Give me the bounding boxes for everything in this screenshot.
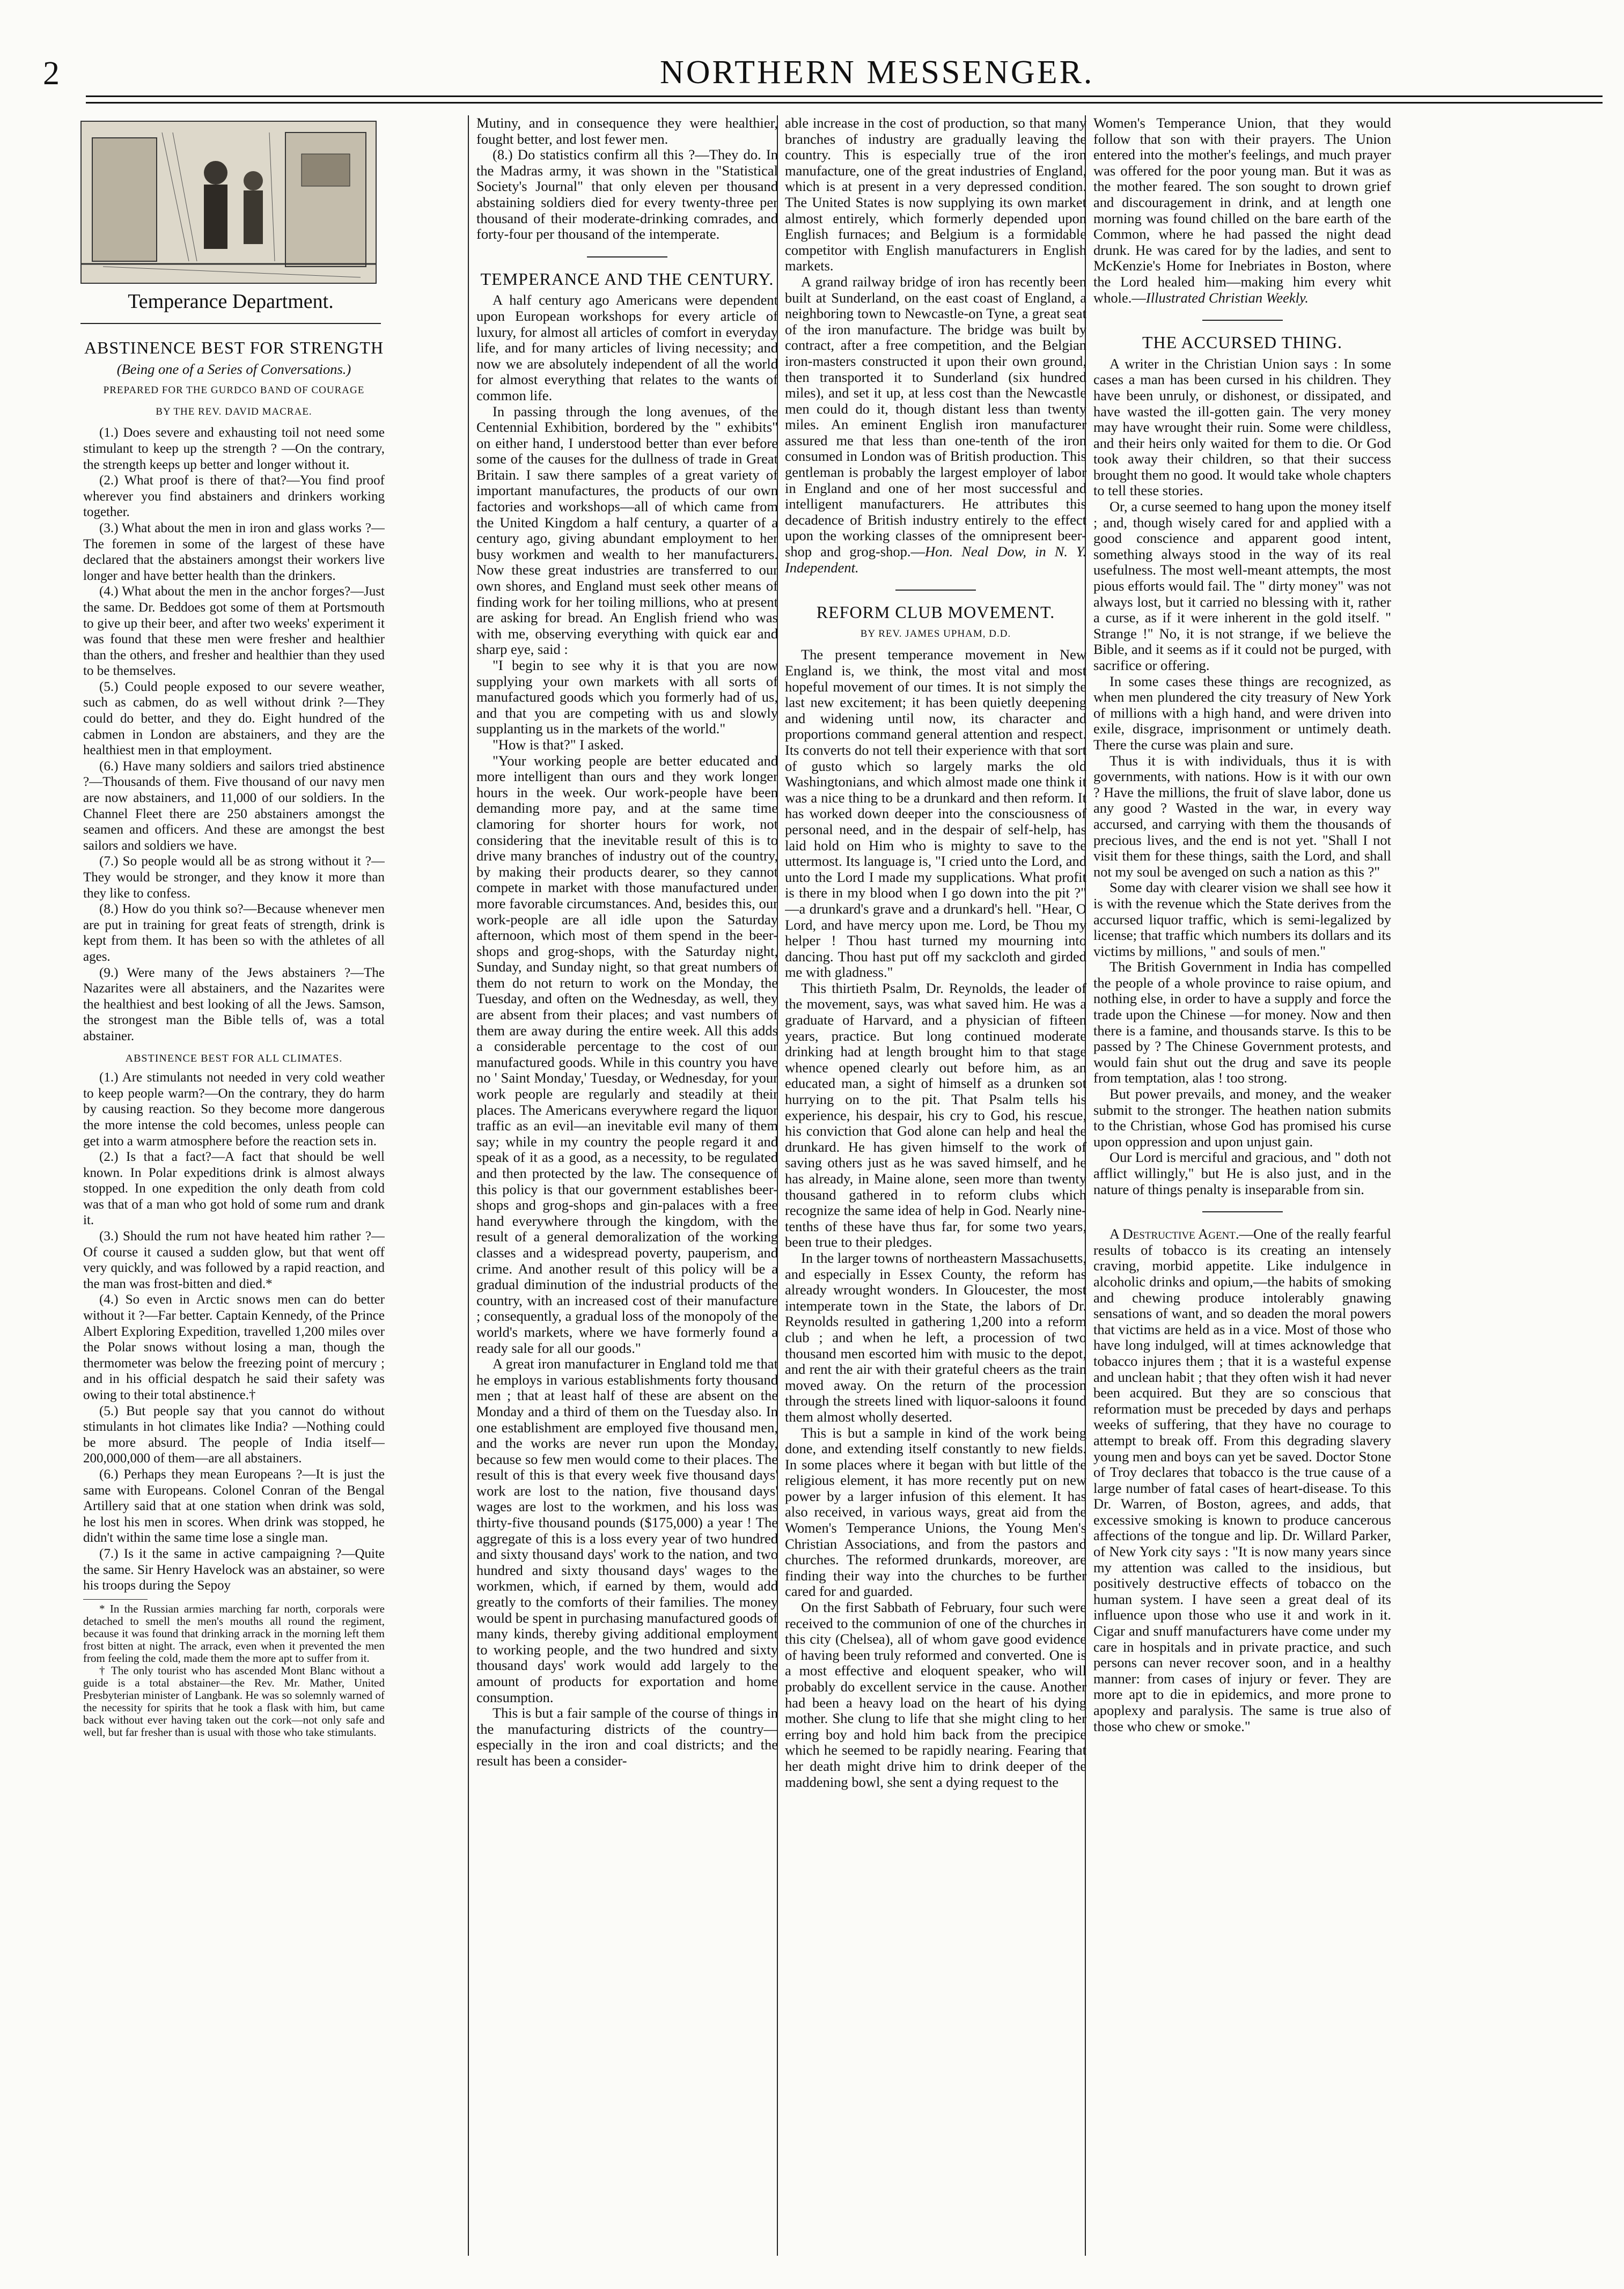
section-rule bbox=[895, 590, 976, 591]
paragraph: The British Government in India has compelled the people of a whole province to raise opium, and nothing else, in order to have a supply and force the trade upon the Chinese —for money. Now and then there is a famine, and thousands starve. Is this to be passed by ? The Chinese Government protests, and would fain shut out the drug and save its people from temptation, alas ! too strong. bbox=[1093, 959, 1391, 1086]
paragraph: This is but a fair sample of the course of things in the manufacturing districts of the country—especially in the iron and coal districts; and the result has been a consider- bbox=[476, 1705, 778, 1769]
paragraph: (7.) Is it the same in active campaigning ?—Quite the same. Sir Henry Havelock was an abstainer, so were his troops during the Sepoy bbox=[83, 1546, 385, 1593]
column-3 bbox=[785, 115, 1086, 2261]
paragraph: In passing through the long avenues, of the Centennial Exhibition, bordered by the " exhibits" on either hand, I understood better than ever before some of the causes for the dullness of trade in Great Britain. I saw there samples of a great variety of important manufactures, the products of our own factories and workshops—all of which came from the United Kingdom a half century, a quarter of a century ago, giving abundant employment to her busy workmen and wealth to her manufacturers. Now these great industries are transferred to our own shores, and England must seek other means of finding work for her toiling millions, who at present are asking for bread. An English friend who was with me, observing everything with quick ear and sharp eye, said : bbox=[476, 403, 778, 658]
paragraph: (1.) Does severe and exhausting toil not need some stimulant to keep up the strength ? —On the contrary, the strength keeps up better and longer without it. bbox=[83, 425, 385, 472]
department-title: Temperance Department. bbox=[128, 290, 334, 313]
footnote: † The only tourist who has ascended Mont Blanc without a guide is a total abstainer—the Rev. Mr. Mather, United Presbyterian minister of Langbank. He was so solemnly warned of the necessity for spirits that he took a flask with him, but came back without ever having taken out the cork—not only safe and well, but far fresher than is usual with those who take stimulants. bbox=[83, 1664, 385, 1739]
header-rule-top bbox=[86, 95, 1603, 97]
paragraph: Some day with clearer vision we shall see how it is with the revenue which the State derives from the accursed liquor traffic, which is semi-legalized by license; that traffic which numbers its dollars and its victims by millions, " and souls of men." bbox=[1093, 879, 1391, 959]
paragraph: On the first Sabbath of February, four such were received to the communion of one of the churches in this city (Chelsea), all of whom gave good evidence of having been truly reformed and converted. One is a most effective and eloquent speaker, who will probably do excellent service in the cause. Another had been a heavy load on the heart of his dying mother. She clung to life that she might cling to her erring boy and hold him back from the precipice which he seemed to be rapidly nearing. Fearing that her death might drive him to drink deeper of the maddening bowl, she sent a dying request to the bbox=[785, 1599, 1086, 1790]
section-rule bbox=[587, 256, 667, 257]
header-rule-bottom bbox=[86, 102, 1603, 104]
temperance-illustration bbox=[80, 121, 377, 284]
paragraph: (6.) Have many soldiers and sailors tried abstinence ?—Thousands of them. Five thousand of our navy men are now abstainers, and 11,000 of our soldiers. In the Channel Fleet there are 250 abstainers amongst the seamen and officers. And these are amongst the best sailors and soldiers we have. bbox=[83, 759, 385, 853]
paragraph: able increase in the cost of production, so that many branches of industry are gradually leaving the country. This is especially true of the iron manufacture, one of the great industries of England, which is at present in a very depressed condition. The United States is now supplying its own market almost entirely, which formerly depended upon English furnaces; and Belgium is a formidable competitor with English manufacturers in English markets. bbox=[785, 115, 1086, 274]
article-heading-century: TEMPERANCE AND THE CENTURY. bbox=[480, 269, 774, 289]
paragraph: Or, a curse seemed to hang upon the money itself ; and, though wisely cared for and applied with a good conscience and apparent good intent, something always stood in the way of its real usefulness. The most well-meant attempts, the most pious efforts would fail. The " dirty money" was not always lost, but it carried no blessing with it, rather a curse, as if it were inherent in the gold itself. " Strange !" No, it is not strange, if we believe the Bible, and it seems as if it could not be purged, with sacrifice or offering. bbox=[1093, 498, 1391, 673]
paragraph: (4.) So even in Arctic snows men can do better without it ?—Far better. Captain Kennedy, of the Prince Albert Exploring Expedition, travelled 1,200 miles over the Polar snows without losing a man, though the thermometer was below the freezing point of mercury ; and in his official despatch he said their safety was owing to their total abstinence.† bbox=[83, 1292, 385, 1402]
paragraph: (7.) So people would all be as strong without it ?—They would be stronger, and they know it more than they like to confess. bbox=[83, 854, 385, 901]
paragraph: (5.) But people say that you cannot do without stimulants in hot climates like India? —Nothing could be more absurd. The people of India itself—200,000,000 of them—are all abstainers. bbox=[83, 1403, 385, 1466]
section-rule bbox=[1202, 320, 1283, 321]
paragraph: (5.) Could people exposed to our severe weather, such as cabmen, do as well without drink ?—They could do better, and they do. Eight hundred of the cabmen in London are abstainers, and they are the healthiest men in that employment. bbox=[83, 679, 385, 758]
paragraph-text: Women's Temperance Union, that they would follow that son with their prayers. The Union entered into the mother's feelings, and much prayer was offered for the poor young man. But it was as the mother feared. The son sought to drown grief and discouragement in drink, and at length one morning was found chilled on the bare earth of the Common, where he had passed the night dead drunk. He was cared for by the ladies, and sent to McKenzie's Home for Inebriates in Boston, where the Lord healed him—making him every whit whole.— bbox=[1093, 115, 1391, 306]
paragraph: (3.) What about the men in iron and glass works ?—The foremen in some of the largest of these have declared that the abstainers amongst their workers live longer and have better health than the drinkers. bbox=[83, 520, 385, 583]
page-number: 2 bbox=[43, 55, 60, 92]
paragraph bbox=[1093, 115, 1391, 306]
article-byline-1: PREPARED FOR THE GURDCO BAND OF COURAGE bbox=[103, 385, 365, 396]
department-rule bbox=[80, 323, 381, 324]
engraving-image bbox=[82, 122, 376, 283]
footnote: * In the Russian armies marching far north, corporals were detached to smell the men's mouths all round the regiment, because it was found that drinking arrack in the morning left them frost bitten at night. The arrack, even when it prevented the men from feeling the cold, made them the more apt to suffer from it. bbox=[83, 1602, 385, 1665]
paragraph-text: —One of the really fearful results of tobacco is its creating an intensely craving, morbid appetite. Like indulgence in alcoholic drinks and opium,—the habits of smoking and chewing produce intolerably gnawing sensations of want, and so deaden the moral powers that victims are held as in a vice. Most of those who have long indulged, will at times acknowledge that tobacco injures them ; that it is a wasteful expense and unclean habit ; that they often wish it had never been acquired. But they are so conscious that reformation must be preceded by days and perhaps weeks of suffering, that they have no courage to attempt to break off. From this degrading slavery young men and boys can yet be saved. Doctor Stone of Troy declares that tobacco is the true cause of a large number of fatal cases of heart-disease. To this Dr. Warren, of Boston, agrees, and adds, that excessive smoking is known to produce cancerous affections of the tongue and lip. Dr. Willard Parker, of New York city says : "It is now many years since my attention was called to the insidious, but positively destructive effects of tobacco on the human system. I have seen a great deal of its influence upon those who use it and work in it. Cigar and snuff manufacturers have come under my care in hospitals and in private practice, and such persons can never recover soon, and in a healthy manner: from cases of injury or fever. They are more apt to die in epidemics, and more prone to apoplexy and paralysis. The same is true also of those who chew or smoke." bbox=[1093, 1226, 1391, 1734]
column-4 bbox=[1093, 115, 1391, 2261]
section-rule bbox=[1202, 1211, 1283, 1212]
article-subtitle: (Being one of a Series of Conversations.) bbox=[116, 360, 351, 377]
column-1 bbox=[83, 333, 385, 2264]
paragraph: "How is that?" I asked. bbox=[493, 736, 624, 753]
paragraph: A writer in the Christian Union says : In some cases a man has been cursed in his children. They have been unruly, or dishonest, or dissipated, and have wasted the ill-gotten gain. The very money may have wrought their ruin. Some were childless, and their heirs only waited for them to die. Or God took away their children, so that their success brought them no good. It would take whole chapters to tell these stories. bbox=[1093, 355, 1391, 499]
paragraph: In some cases these things are recognized, as when men plundered the city treasury of New York of millions with a high hand, and were driven into exile, disgrace, imprisonment or untimely death. There the curse was plain and sure. bbox=[1093, 673, 1391, 753]
paragraph: (6.) Perhaps they mean Europeans ?—It is just the same with Europeans. Colonel Conran of the Bengal Artillery said that at one station when drink was sold, he lost his men in scores. When drink was stopped, he didn't within the same time lose a single man. bbox=[83, 1467, 385, 1545]
article-byline-2: BY THE REV. DAVID MACRAE. bbox=[156, 406, 312, 417]
article-heading-accursed: THE ACCURSED THING. bbox=[1142, 333, 1343, 352]
paragraph: But power prevails, and money, and the weaker submit to the stronger. The heathen nation submits to the Christian, whose God has promised his curse upon oppression and upon unjust gain. bbox=[1093, 1086, 1391, 1150]
paragraph-text: A grand railway bridge of iron has recently been built at Sunderland, on the east coast of England, a neighboring town to Newcastle-on Tyne, a great seat of the iron manufacture. The bridge was built by contract, after a free competition, and the Belgian iron-masters constructed it upon their own ground, then transported it to Sunderland (six hundred miles), and set it up, at less cost than the Newcastle men could do it, though distant less than twenty miles. An eminent English iron manufacturer assured me that less than one-tenth of the iron consumed in London was of British production. This gentleman is probably the largest employer of labor in England and one of her most successful and intelligent manufacturers. He attributes this decadence of British industry entirely to the effect upon the working classes of the omnipresent beer-shop and grog-shop.— bbox=[785, 273, 1086, 560]
paragraph: (8.) Do statistics confirm all this ?—They do. In the Madras army, it was shown in the "Statistical Society's Journal" that only eleven per thousand abstaining soldiers died for every twenty-three per thousand of their moderate-drinking comrades, and forty-four per thousand of the intemperate. bbox=[476, 146, 778, 242]
article-byline: BY REV. JAMES UPHAM, D.D. bbox=[860, 628, 1011, 639]
paragraph: Our Lord is merciful and gracious, and " doth not afflict willingly," but He is also just, and in the nature of things penalty is inseparable from sin. bbox=[1093, 1149, 1391, 1197]
paragraph: The present temperance movement in New England is, we think, the most vital and most hopeful movement of our times. It is not simply the last new excitement; it has been quietly deepening and widening until now, its character and proportions command general attention and respect. Its converts do not tell their experience with that sort of gusto which so largely marks the old Washingtonians, and which almost made one think it was a nice thing to be a drunkard and then reform. It has worked down deeper into the consciousness of personal need, and in the despair of self-help, has laid hold on Him who is mighty to save to the uttermost. Its language is, "I cried unto the Lord, and unto the Lord I made my supplications. What profit is there in my blood when I go down into the pit ?" —a drunkard's grave and a drunkard's hell. "Hear, O Lord, and have mercy upon me. Lord, be Thou my helper ! Thou hast turned my mourning into dancing. Thou hast put off my sackcloth and girded me with gladness." bbox=[785, 646, 1086, 981]
paragraph: This thirtieth Psalm, Dr. Reynolds, the leader of the movement, says, was what saved him. He was a graduate of Harvard, and a physician of fifteen years, practice. But long continued moderate drinking had at length brought him to that stage whence opened clearly out before him, as an educated man, a sight of himself as a drunken sot hurrying on to the pit. That Psalm tells his experience, his despair, his cry to God, his rescue, his conviction that God alone can help and heal the drunkard. He has given himself to the work of saving others just as he was saved himself, and he has already, in Maine alone, seen more than twenty thousand gathered in to reform clubs which recognize the same idea of help in God. Nearly nine-tenths of these have thus far, for some two years, been true to their pledges. bbox=[785, 980, 1086, 1250]
footnote-rule bbox=[83, 1599, 148, 1600]
paragraph: A great iron manufacturer in England told me that he employs in various establishments forty thousand men ; that at least half of these are absent on the Monday and a third of them on the Tuesday also. In one establishment are employed five thousand men, and the works are never run upon the Monday, because so few men would come to their places. The result of this is that every week five thousand days' work are lost to the nation, five thousand days' wages are lost to the workmen, and his loss was thirty-five thousand pounds ($175,000) a year ! The aggregate of this is a loss every year of two hundred and sixty thousand days' work to the nation, and two hundred and sixty thousand days' wages to the workmen, which, if earned by them, would add greatly to the comforts of their families. The money would be spent in purchasing manufactured goods of many kinds, thereby giving additional employment to working people, and the two hundred and sixty thousand days' work would add largely to the amount of products for exportation and home consumption. bbox=[476, 1356, 778, 1705]
paragraph: "I begin to see why it is that you are now supplying your own markets with all sorts of manufactured goods which you formerly had of us, and that you are competing with us and slowly supplanting us in the markets of the world." bbox=[476, 657, 778, 737]
column-rule-1 bbox=[468, 115, 469, 2256]
signature: Illustrated Christian Weekly. bbox=[1145, 289, 1309, 306]
paragraph: (4.) What about the men in the anchor forges?—Just the same. Dr. Beddoes got some of them at Portsmouth to give up their beer, and after two weeks' experiment it was found that these men were fresher and healthier than the others, and fresher and healthier than they used to be themselves. bbox=[83, 584, 385, 679]
article-heading-reform: REFORM CLUB MOVEMENT. bbox=[816, 602, 1055, 622]
signature: Hon. Neal Dow, in N. Y. Independent. bbox=[785, 543, 1086, 576]
section-heading-climates: ABSTINENCE BEST FOR ALL CLIMATES. bbox=[125, 1052, 343, 1064]
paper-title: NORTHERN MESSENGER. bbox=[660, 54, 1094, 91]
paragraph: (8.) How do you think so?—Because whenever men are put in training for great feats of strength, drink is kept from them. It has been so with the athletes of all ages. bbox=[83, 902, 385, 964]
article-heading-abstinence: ABSTINENCE BEST FOR STRENGTH bbox=[84, 338, 384, 357]
paragraph: A half century ago Americans were dependent upon European workshops for every article of luxury, for almost all articles of comfort in everyday life, and for many articles of living necessity; and now we are absolutely independent of all the world for almost everything that relates to the wants of common life. bbox=[476, 292, 778, 403]
lead-in: A Destructive Agent. bbox=[1109, 1226, 1239, 1242]
paragraph: Mutiny, and in consequence they were healthier, fought better, and lost fewer men. bbox=[476, 115, 778, 147]
column-2 bbox=[476, 115, 778, 2261]
paragraph bbox=[1093, 1226, 1391, 1734]
paragraph: (3.) Should the rum not have heated him rather ?—Of course it caused a sudden glow, but that went off very quickly, and was followed by a rapid reaction, and the man was frost-bitten and died.* bbox=[83, 1229, 385, 1291]
paragraph: (2.) What proof is there of that?—You find proof wherever you find abstainers and drinkers working together. bbox=[83, 473, 385, 520]
paragraph: (1.) Are stimulants not needed in very cold weather to keep people warm?—On the contrary, they do harm by causing reaction. So they become more dangerous the more intense the cold becomes, unless people can get into a warm atmosphere before the reaction sets in. bbox=[83, 1070, 385, 1149]
paragraph: (2.) Is that a fact?—A fact that should be well known. In Polar expeditions drink is almost always stopped. In one expedition the only death from cold was that of a man who got hold of some rum and drank it. bbox=[83, 1150, 385, 1228]
paragraph bbox=[785, 274, 1086, 576]
paragraph: Thus it is with individuals, thus it is with governments, with nations. How is it with our own ? Have the millions, the fruit of slave labor, done us any good ? Wasted in the war, in every way accursed, and carrying with them the thousands of precious lives, and the end is not yet. "Shall I not visit them for these things, saith the Lord, and shall not my soul be avenged on such a nation as this ?" bbox=[1093, 752, 1391, 880]
paragraph: "Your working people are better educated and more intelligent than ours and they work longer hours in the week. Our work-people have been demanding more pay, and at the same time clamoring for shorter hours for work, not considering that the inevitable result of this is to drive many branches of industry out of the country, by making their products dearer, so they cannot compete in market with those manufactured under more favorable circumstances. And, besides this, our work-people are all idle upon the Saturday afternoon, which most of them spend in the beer-shops and grog-shops, with the Saturday night, Sunday, and Sunday night, so that great numbers of them do not return to work on the Monday, the Tuesday, and often on the Wednesday, as well, they are absent from their places; and vast numbers of them are away during the entire week. All this adds a considerable percentage to the cost of our manufactured goods. While in this country you have no ' Saint Monday,' Tuesday, or Wednesday, for your work people are regularly and steadily at their places. The Americans everywhere regard the liquor traffic as an evil—an inevitable evil many of them say; while in my country the people regard it and speak of it as a good, as a necessity, to be regulated and then protected by the law. The consequence of this policy is that our government establishes beer-shops and grog-shops and gin-palaces with a free hand everywhere through the kingdom, with the result of a general demoralization of the working classes and a widespread poverty, pauperism, and crime. And another result of this policy will be a gradual diminution of the industrial products of the country, with an increased cost of their manufacture ; consequently, a gradual loss of the monopoly of the world's markets, where we have formerly found a ready sale for all our goods." bbox=[476, 752, 778, 1356]
paragraph: This is but a sample in kind of the work being done, and extending itself constantly to new fields. In some places where it began with but little of the religious element, it has more recently put on new power by a larger infusion of this element. It has also received, in various ways, great aid from the Women's Temperance Unions, the Young Men's Christian Associations, and from the pastors and churches. The reformed drunkards, moreover, are finding their way into the churches to be further cared for and guarded. bbox=[785, 1424, 1086, 1600]
paragraph: (9.) Were many of the Jews abstainers ?—The Nazarites were all abstainers, and the Nazarites were the healthiest and best looking of all the Jews. Samson, the strongest man the Bible tells of, was a total abstainer. bbox=[83, 965, 385, 1043]
paragraph: In the larger towns of northeastern Massachusetts, and especially in Essex County, the reform has already wrought wonders. In Gloucester, the most intemperate town in the State, the labors of Dr. Reynolds resulted in gathering 1,200 into a reform club ; and when he left, a procession of two thousand men escorted him with music to the depot, and rent the air with their grateful cheers as the train moved away. On the return of the procession through the streets lined with liquor-saloons it found them almost wholly deserted. bbox=[785, 1249, 1086, 1425]
